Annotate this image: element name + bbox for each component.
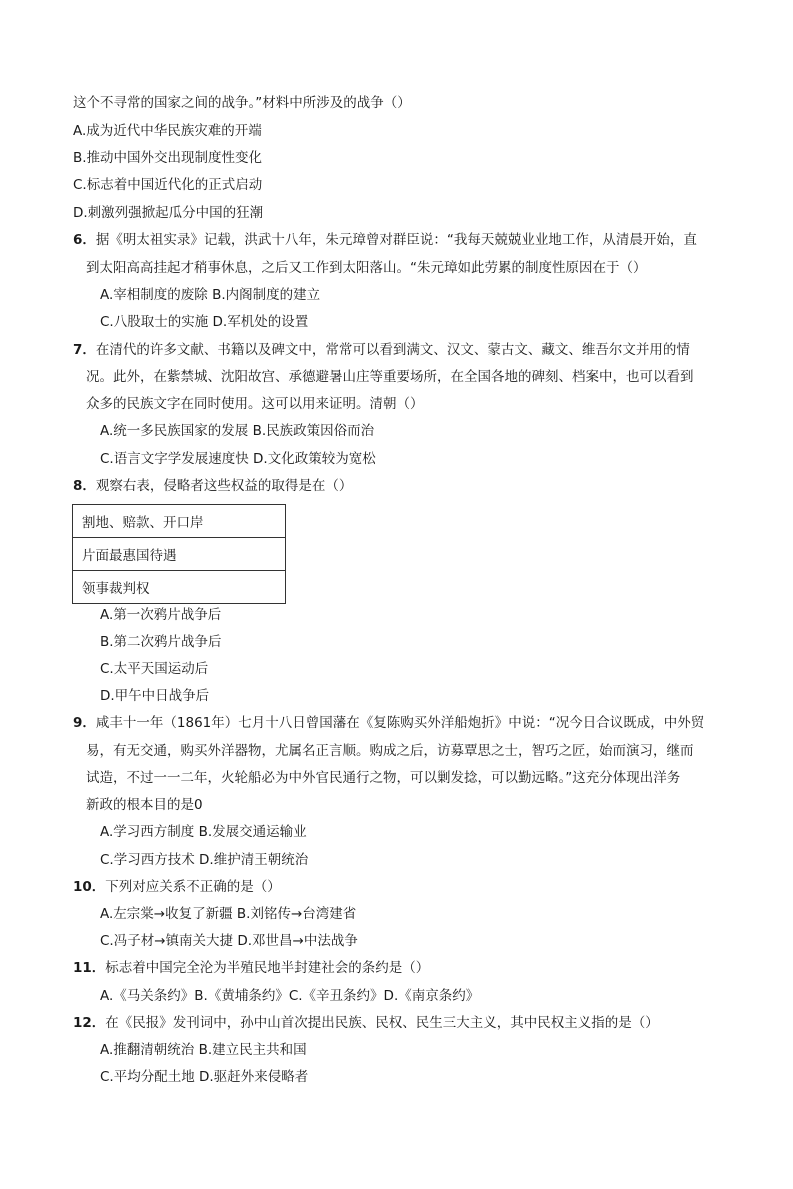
rights-table xyxy=(72,504,286,604)
q9-options-cd: C.学习西方技术 D.维护清王朝统治 xyxy=(100,852,309,868)
q12-options-cd: C.平均分配土地 D.驱赶外来侵略者 xyxy=(100,1069,309,1085)
q9-line1 xyxy=(73,713,704,733)
q8-line1 xyxy=(73,476,352,496)
q7-number: 7． xyxy=(73,342,96,358)
q8-option-c: C.太平天国运动后 xyxy=(100,661,209,677)
q10-line1 xyxy=(73,877,281,897)
q12-number: 12． xyxy=(73,1015,106,1031)
q7-text1: 在清代的许多文献、书籍以及碑文中，常常可以看到满文、汉文、蒙古文、藏文、维吾尔文并用的情 xyxy=(95,342,690,358)
q12-text1: 在《民报》发刊词中，孙中山首次提出民族、民权、民生三大主义，其中民权主义指的是（） xyxy=(105,1015,659,1031)
q7-options-cd: C.语言文字学发展速度快 D.文化政策较为宽松 xyxy=(100,451,376,467)
q9-line3: 试造，不过一一二年，火轮船必为中外官民通行之物，可以剿发捻，可以勤远略。”这充分体现出洋务 xyxy=(86,770,681,786)
q12-options-ab: A.推翻清朝统治 B.建立民主共和国 xyxy=(100,1042,307,1058)
q7-options-ab: A.统一多民族国家的发展 B.民族政策因俗而治 xyxy=(100,423,375,439)
intro-line: 这个不寻常的国家之间的战争。”材料中所涉及的战争（） xyxy=(73,95,411,111)
q7-line1 xyxy=(73,340,690,360)
q6-options-ab: A.宰相制度的废除 B.内阁制度的建立 xyxy=(100,287,321,303)
intro-option-a: A.成为近代中华民族灾难的开端 xyxy=(73,123,262,139)
intro-option-c: C.标志着中国近代化的正式启动 xyxy=(73,177,263,193)
table-row xyxy=(73,538,286,571)
q8-option-a: A.第一次鸦片战争后 xyxy=(100,607,222,623)
q8-text1: 观察右表，侵略者这些权益的取得是在（） xyxy=(95,478,353,494)
table-row xyxy=(73,571,286,604)
intro-option-d: D.刺激列强掀起瓜分中国的狂潮 xyxy=(73,205,264,221)
q11-number: 11． xyxy=(73,960,106,976)
table-cell: 领事裁判权 xyxy=(73,571,286,604)
q6-number: 6． xyxy=(73,232,96,248)
q8-option-d: D.甲午中日战争后 xyxy=(100,688,210,704)
q9-text1: 咸丰十一年（1861年）七月十八日曾国藩在《复陈购买外洋船炮折》中说：“况今日合议既成，中外贸 xyxy=(95,715,705,731)
table-cell: 割地、赔款、开口岸 xyxy=(73,505,286,538)
q6-text1: 据《明太祖实录》记载，洪武十八年，朱元璋曾对群臣说：“我每天兢兢业业地工作，从清晨开始，直 xyxy=(95,232,697,248)
q6-line2: 到太阳高高挂起才稍事休息，之后又工作到太阳落山。“朱元璋如此劳累的制度性原因在于（） xyxy=(86,260,647,276)
q9-line2: 易，有无交通，购买外洋器物，尤属名正言顺。购成之后，访募覃思之士，智巧之匠，始而演习，继而 xyxy=(86,743,694,759)
q7-line3: 众多的民族文字在同时使用。这可以用来证明。清朝（） xyxy=(86,396,424,412)
q10-options-cd: C.冯子材→镇南关大捷 D.邓世昌→中法战争 xyxy=(100,933,358,949)
q8-number: 8． xyxy=(73,478,96,494)
q10-text1: 下列对应关系不正确的是（） xyxy=(105,879,281,895)
table-cell: 片面最惠国待遇 xyxy=(73,538,286,571)
q9-line4: 新政的根本目的是0 xyxy=(86,797,203,813)
table-row xyxy=(73,505,286,538)
q9-number: 9． xyxy=(73,715,96,731)
q12-line1 xyxy=(73,1013,659,1033)
q8-option-b: B.第二次鸦片战争后 xyxy=(100,634,222,650)
q11-options: A.《马关条约》B.《黄埔条约》C.《辛丑条约》D.《南京条约》 xyxy=(100,988,480,1004)
q11-text1: 标志着中国完全沦为半殖民地半封建社会的条约是（） xyxy=(105,960,430,976)
q10-options-ab: A.左宗棠→收复了新疆 B.刘铭传→台湾建省 xyxy=(100,906,357,922)
q11-line1 xyxy=(73,958,429,978)
q10-number: 10． xyxy=(73,879,106,895)
q7-line2: 况。此外，在紫禁城、沈阳故宫、承德避暑山庄等重要场所，在全国各地的碑刻、档案中，也可以看到 xyxy=(86,369,694,385)
q9-options-ab: A.学习西方制度 B.发展交通运输业 xyxy=(100,824,307,840)
intro-option-b: B.推动中国外交出现制度性变化 xyxy=(73,150,263,166)
q6-options-cd: C.八股取士的实施 D.军机处的设置 xyxy=(100,314,309,330)
q6-line1 xyxy=(73,230,697,250)
